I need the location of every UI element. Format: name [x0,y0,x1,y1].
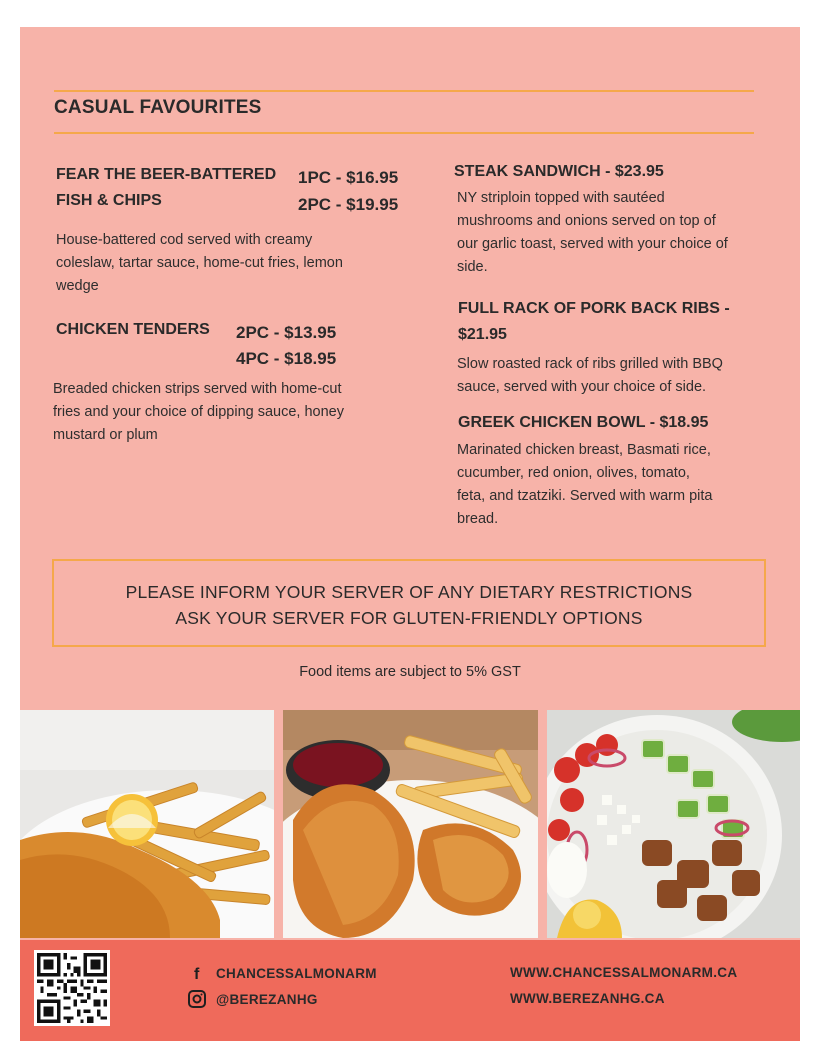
instagram-icon [188,990,206,1008]
fish-chips-price-1pc: 1PC - $16.95 [298,168,399,187]
pork-ribs-title-line2: $21.95 [458,326,507,343]
greek-bowl-description: Marinated chicken breast, Basmati rice, cucumber, red onion, olives, tomato, feta, and tzatziki. Served with warm pita bread. [457,442,713,527]
steak-sandwich-title: STEAK SANDWICH - $23.95 [454,163,664,180]
fish-and-chips-photo [20,710,274,938]
dietary-notice-box [52,559,766,647]
pork-ribs-description: Slow roasted rack of ribs grilled with BBQ sauce, served with your choice of side. [457,356,723,395]
website-link-berezan[interactable]: WWW.BEREZANHG.CA [510,991,665,1006]
fish-chips-description: House-battered cod served with creamy coleslaw, tartar sauce, home-cut fries, lemon wedge [56,232,343,294]
fish-chips-title-line1: FEAR THE BEER-BATTERED [56,166,277,183]
chicken-tenders-price-4pc: 4PC - $18.95 [236,349,337,368]
chicken-tenders-title: CHICKEN TENDERS [56,321,210,338]
fish-chips-price-2pc: 2PC - $19.95 [298,195,399,214]
section-title: CASUAL FAVOURITES [54,97,262,118]
steak-sandwich-description: NY striploin topped with sautéed mushrooms and onions served on top of our garlic toast, served with your choice of side. [457,190,728,275]
social-links [188,960,377,1012]
svg-text:f: f [194,966,200,981]
section-rule-top [54,90,754,92]
facebook-link[interactable] [188,960,377,986]
greek-chicken-bowl-photo [547,710,800,938]
pork-ribs-title-line1: FULL RACK OF PORK BACK RIBS - [458,300,730,317]
instagram-link[interactable] [188,986,377,1012]
chicken-tenders-photo [283,710,538,938]
qr-code-graphic [37,953,107,1023]
gst-note: Food items are subject to 5% GST [299,664,521,680]
chicken-tenders-description: Breaded chicken strips served with home-cut fries and your choice of dipping sauce, honey mustard or plum [53,381,344,443]
facebook-icon [188,964,206,982]
footer-bar [20,940,800,1041]
facebook-handle: CHANCESSALMONARM [216,965,377,981]
fish-chips-title-line2: FISH & CHIPS [56,192,162,209]
qr-code[interactable] [34,950,110,1026]
website-link-chances[interactable]: WWW.CHANCESSALMONARM.CA [510,965,738,980]
instagram-handle: @BEREZANHG [216,991,318,1007]
chicken-tenders-price-2pc: 2PC - $13.95 [236,323,337,342]
dietary-notice-line2: ASK YOUR SERVER FOR GLUTEN-FRIENDLY OPTIONS [175,608,643,628]
menu-page [20,27,800,1041]
website-links [510,960,737,1012]
greek-bowl-title: GREEK CHICKEN BOWL - $18.95 [458,414,709,431]
dietary-notice-line1: PLEASE INFORM YOUR SERVER OF ANY DIETARY RESTRICTIONS [125,582,693,602]
section-rule-bottom [54,132,754,134]
food-photo-strip [20,710,800,938]
